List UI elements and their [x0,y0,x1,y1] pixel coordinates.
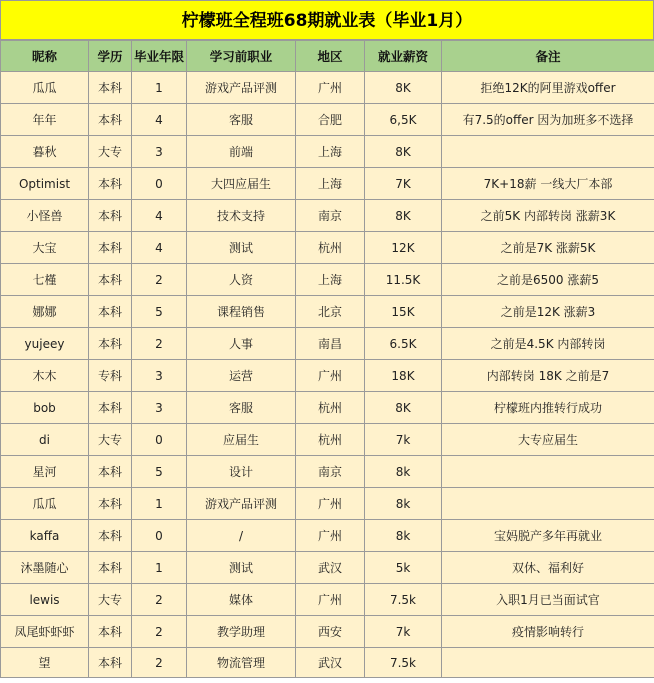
cell-previous-job: 测试 [187,232,296,264]
cell-salary: 7.5k [365,584,442,616]
header-row [1,41,654,72]
cell-nickname: 瓜瓜 [1,488,89,520]
cell-region: 南京 [296,456,365,488]
cell-nickname: 瓜瓜 [1,72,89,104]
cell-years: 1 [132,488,187,520]
cell-education: 大专 [89,584,132,616]
cell-region: 广州 [296,360,365,392]
table-row [1,616,654,648]
cell-region: 武汉 [296,552,365,584]
cell-region: 杭州 [296,424,365,456]
table-row [1,104,654,136]
cell-nickname: 娜娜 [1,296,89,328]
cell-years: 5 [132,456,187,488]
cell-salary: 6.5K [365,328,442,360]
cell-nickname: 年年 [1,104,89,136]
cell-education: 本科 [89,72,132,104]
cell-region: 西安 [296,616,365,648]
cell-education: 本科 [89,328,132,360]
cell-region: 广州 [296,584,365,616]
cell-nickname: 木木 [1,360,89,392]
cell-notes: 之前是4.5K 内部转岗 [442,328,654,360]
table-row [1,456,654,488]
table-row [1,328,654,360]
cell-previous-job: 客服 [187,392,296,424]
cell-notes [442,456,654,488]
cell-notes: 内部转岗 18K 之前是7 [442,360,654,392]
cell-years: 2 [132,584,187,616]
table-row [1,552,654,584]
cell-notes [442,136,654,168]
cell-education: 本科 [89,392,132,424]
cell-salary: 7K [365,168,442,200]
cell-education: 本科 [89,296,132,328]
table-row [1,136,654,168]
cell-years: 2 [132,616,187,648]
cell-nickname: Optimist [1,168,89,200]
cell-notes: 宝妈脱产多年再就业 [442,520,654,552]
cell-salary: 18K [365,360,442,392]
cell-education: 大专 [89,424,132,456]
cell-years: 0 [132,168,187,200]
cell-education: 本科 [89,264,132,296]
cell-education: 本科 [89,552,132,584]
table-row [1,392,654,424]
header-nickname: 昵称 [1,41,89,72]
table-row [1,520,654,552]
cell-salary: 5k [365,552,442,584]
cell-previous-job: / [187,520,296,552]
cell-previous-job: 设计 [187,456,296,488]
cell-region: 上海 [296,168,365,200]
cell-education: 本科 [89,200,132,232]
cell-notes: 有7.5的offer 因为加班多不选择 [442,104,654,136]
cell-region: 南昌 [296,328,365,360]
cell-salary: 8K [365,392,442,424]
cell-previous-job: 教学助理 [187,616,296,648]
cell-previous-job: 媒体 [187,584,296,616]
cell-previous-job: 测试 [187,552,296,584]
cell-previous-job: 前端 [187,136,296,168]
table-row [1,296,654,328]
cell-years: 4 [132,104,187,136]
cell-salary: 12K [365,232,442,264]
cell-years: 0 [132,520,187,552]
cell-notes: 入职1月已当面试官 [442,584,654,616]
cell-years: 0 [132,424,187,456]
cell-notes [442,488,654,520]
cell-salary: 7k [365,616,442,648]
cell-education: 大专 [89,136,132,168]
cell-salary: 6,5K [365,104,442,136]
header-education: 学历 [89,41,132,72]
cell-nickname: kaffa [1,520,89,552]
cell-years: 1 [132,552,187,584]
cell-nickname: bob [1,392,89,424]
cell-notes: 7K+18薪 一线大厂本部 [442,168,654,200]
cell-education: 专科 [89,360,132,392]
cell-nickname: yujeey [1,328,89,360]
cell-previous-job: 人资 [187,264,296,296]
cell-nickname: 望 [1,648,89,678]
table-row [1,168,654,200]
cell-nickname: 沐墨随心 [1,552,89,584]
cell-salary: 15K [365,296,442,328]
cell-previous-job: 课程销售 [187,296,296,328]
cell-nickname: lewis [1,584,89,616]
cell-previous-job: 客服 [187,104,296,136]
header-notes: 备注 [442,41,654,72]
cell-notes: 双休、福利好 [442,552,654,584]
cell-salary: 8k [365,488,442,520]
cell-previous-job: 应届生 [187,424,296,456]
cell-salary: 7k [365,424,442,456]
cell-nickname: 凤尾虾虾虾 [1,616,89,648]
cell-education: 本科 [89,168,132,200]
cell-region: 广州 [296,488,365,520]
cell-nickname: di [1,424,89,456]
cell-previous-job: 游戏产品评测 [187,488,296,520]
cell-region: 北京 [296,296,365,328]
cell-notes: 之前是7K 涨薪5K [442,232,654,264]
cell-years: 3 [132,392,187,424]
cell-years: 5 [132,296,187,328]
cell-years: 4 [132,200,187,232]
cell-notes: 大专应届生 [442,424,654,456]
cell-region: 广州 [296,520,365,552]
cell-notes: 拒绝12K的阿里游戏offer [442,72,654,104]
cell-years: 3 [132,360,187,392]
cell-previous-job: 游戏产品评测 [187,72,296,104]
cell-notes: 柠檬班内推转行成功 [442,392,654,424]
table-row [1,360,654,392]
cell-region: 上海 [296,136,365,168]
table-row [1,264,654,296]
sheet-title: 柠檬班全程班68期就业表（毕业1月） [0,0,654,40]
cell-previous-job: 物流管理 [187,648,296,678]
cell-notes: 之前是6500 涨薪5 [442,264,654,296]
table-row [1,200,654,232]
cell-previous-job: 大四应届生 [187,168,296,200]
cell-region: 杭州 [296,392,365,424]
cell-notes: 疫情影响转行 [442,616,654,648]
cell-previous-job: 人事 [187,328,296,360]
cell-education: 本科 [89,104,132,136]
cell-years: 2 [132,328,187,360]
cell-years: 2 [132,648,187,678]
header-salary: 就业薪资 [365,41,442,72]
employment-table [0,40,654,678]
cell-education: 本科 [89,648,132,678]
cell-region: 广州 [296,72,365,104]
cell-education: 本科 [89,520,132,552]
cell-salary: 8K [365,72,442,104]
cell-education: 本科 [89,616,132,648]
table-row [1,584,654,616]
cell-notes: 之前是12K 涨薪3 [442,296,654,328]
cell-previous-job: 技术支持 [187,200,296,232]
table-row [1,72,654,104]
cell-notes: 之前5K 内部转岗 涨薪3K [442,200,654,232]
cell-salary: 7.5k [365,648,442,678]
cell-region: 合肥 [296,104,365,136]
cell-education: 本科 [89,232,132,264]
cell-salary: 8K [365,200,442,232]
cell-nickname: 七槿 [1,264,89,296]
cell-notes [442,648,654,678]
cell-education: 本科 [89,488,132,520]
cell-salary: 8K [365,136,442,168]
table-row [1,424,654,456]
header-previous-job: 学习前职业 [187,41,296,72]
cell-region: 武汉 [296,648,365,678]
table-row [1,648,654,678]
table-row [1,488,654,520]
table-row [1,232,654,264]
cell-nickname: 大宝 [1,232,89,264]
cell-salary: 8k [365,520,442,552]
cell-previous-job: 运营 [187,360,296,392]
cell-years: 2 [132,264,187,296]
cell-years: 4 [132,232,187,264]
cell-nickname: 小怪兽 [1,200,89,232]
cell-nickname: 星河 [1,456,89,488]
cell-years: 3 [132,136,187,168]
cell-region: 杭州 [296,232,365,264]
cell-region: 上海 [296,264,365,296]
cell-region: 南京 [296,200,365,232]
cell-nickname: 暮秋 [1,136,89,168]
cell-years: 1 [132,72,187,104]
header-years-since-graduation: 毕业年限 [132,41,187,72]
cell-salary: 8k [365,456,442,488]
cell-education: 本科 [89,456,132,488]
header-region: 地区 [296,41,365,72]
cell-salary: 11.5K [365,264,442,296]
